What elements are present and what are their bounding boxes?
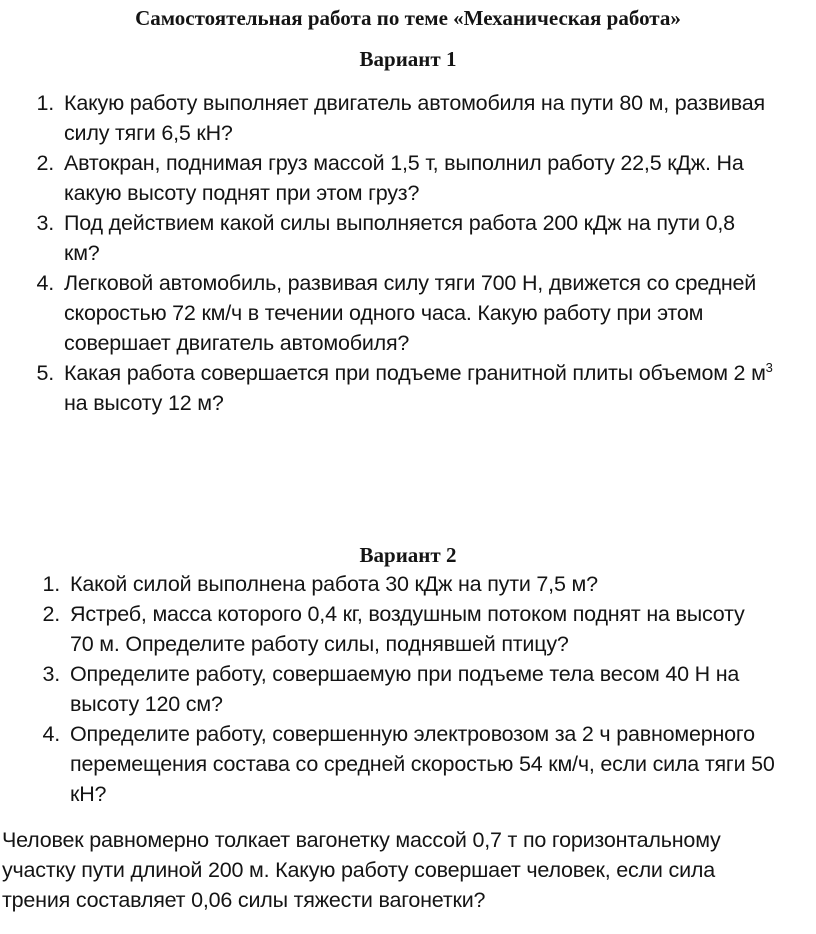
question-item [36,268,814,358]
question-text [70,719,814,809]
question-number: 3. [42,662,60,686]
question-text [70,659,814,719]
extra-task-paragraph [2,825,782,915]
question-item [42,719,814,809]
question-number: 3. [36,211,54,235]
question-number: 2. [42,602,60,626]
question-line: силу тяги 6,5 кН? [64,121,233,145]
document-title: Самостоятельная работа по теме «Механическая работа» [135,6,681,30]
question-number: 5. [36,361,54,385]
question-number: 1. [42,572,60,596]
question-line: Какой силой выполнена работа 30 кДж на пути 7,5 м? [70,572,598,596]
question-line: какую высоту поднят при этом груз? [64,181,420,205]
question-line: кН? [70,782,107,806]
question-text [70,569,814,599]
question-line-text: Какая работа совершается при подъеме гранитной плиты объемом 2 м [64,361,766,385]
question-text [64,88,814,148]
variant-1-heading: Вариант 1 [359,47,457,71]
question-item [42,659,814,719]
superscript-cube: 3 [765,359,773,375]
variant-2-question-list [42,569,814,809]
question-line: км? [64,241,100,265]
question-line: Легковой автомобиль, развивая силу тяги 700 Н, движется со средней [64,271,757,295]
question-line: высоту 120 см? [70,692,223,716]
question-line: перемещения состава со средней скоростью 54 км/ч, если сила тяги 50 [70,752,775,776]
question-line: Определите работу, совершаемую при подъеме тела весом 40 Н на [70,662,740,686]
question-text [64,148,814,208]
question-line: Автокран, поднимая груз массой 1,5 т, выполнил работу 22,5 кДж. На [64,151,744,175]
task-line: участку пути длиной 200 м. Какую работу совершает человек, если сила [2,858,715,882]
question-item [36,358,814,418]
question-text [64,208,814,268]
question-item [36,148,814,208]
variant-2-heading: Вариант 2 [359,543,457,567]
question-line: скоростью 72 км/ч в течении одного часа. Какую работу при этом [64,301,704,325]
question-line: Какую работу выполняет двигатель автомобиля на пути 80 м, развивая [64,91,765,115]
variant-1-question-list [36,88,814,418]
question-item [42,599,814,659]
question-number: 2. [36,151,54,175]
question-line [64,358,814,388]
question-number: 4. [36,271,54,295]
question-line: Определите работу, совершенную электровозом за 2 ч равномерного [70,722,755,746]
question-item [36,208,814,268]
task-line: Человек равномерно толкает вагонетку массой 0,7 т по горизонтальному [2,828,721,852]
question-line: совершает двигатель автомобиля? [64,331,410,355]
question-number: 4. [42,722,60,746]
question-text [70,599,814,659]
question-line: на высоту 12 м? [64,391,224,415]
question-item [42,569,814,599]
task-line: трения составляет 0,06 силы тяжести вагонетки? [2,888,486,912]
question-line: Под действием какой силы выполняется работа 200 кДж на пути 0,8 [64,211,735,235]
question-text [64,358,814,418]
question-line: 70 м. Определите работу силы, поднявшей птицу? [70,632,569,656]
question-text [64,268,814,358]
question-item [36,88,814,148]
question-line: Ястреб, масса которого 0,4 кг, воздушным потоком поднят на высоту [70,602,745,626]
question-number: 1. [36,91,54,115]
